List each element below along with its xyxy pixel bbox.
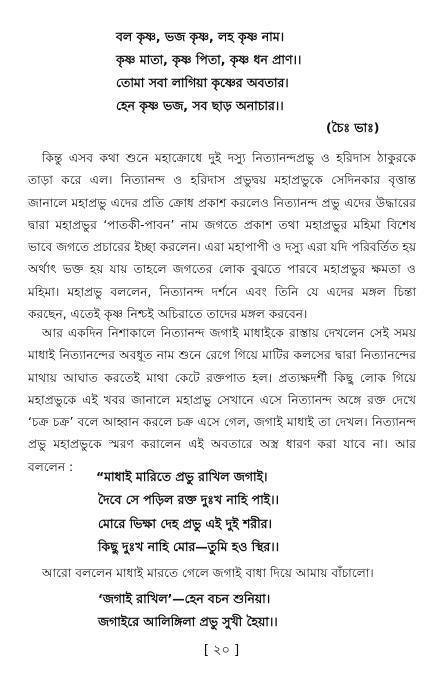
paragraph-text: আরো বললেন মাধাই মারতে গেলে জগাই বাধা দিয়ে আমায় বাঁচালো। — [42, 566, 374, 580]
verse-line: হেন কৃষ্ণ ভজ, সব ছাড় অনাচার।। — [116, 98, 284, 113]
body-paragraph — [28, 147, 416, 325]
paragraph-text: আর একদিন নিশাকালে নিত্যানন্দ জগাই মাধাইকে রাস্তায় দেখলেন সেই সময় মাধাই নিত্যানন্দের অবধূত নাম শুনে রেগে গিয়ে মাটির কলসের দ্বারা নিত্যানন্দের মাথায় আঘাত করতেই মাথা কেটে রক্তপাত হল। প্রত্যক্ষদর্শী কিছু লোক গিয়ে মহাপ্রভুকে এই খবর জানালে মহাপ্রভু সেখানে এসে নিত্যানন্দ অঙ্গে রক্ত দেখে ‘চক্র চক্র’ বলে আহ্বান করলে চক্র এসে গেল, জগাই মাধাই তা দেখল। নিত্যানন্দ প্রভু মহাপ্রভুকে স্মরণ করালেন এই অবতারে অস্ত্র ধারণ করা যাবে না। আর বললেন : — [28, 326, 416, 474]
verse-line: কৃষ্ণ মাতা, কৃষ্ণ পিতা, কৃষ্ণ ধন প্রাণ।। — [116, 52, 302, 67]
verse-line: ‘জগাই রাখিল’—হেন বচন শুনিয়া। — [98, 591, 271, 606]
verse-line: মোরে ভিক্ষা দেহ প্রভু এই দুই শরীর। — [98, 516, 272, 531]
body-paragraph — [28, 322, 416, 478]
verse-attribution: (চৈঃ ভাঃ) — [326, 120, 380, 135]
body-paragraph — [28, 562, 416, 584]
verse-line: দৈবে সে পড়িল রক্ত দুঃখ নাহি পাই।। — [98, 492, 279, 507]
verse-line: “মাধাই মারিতে প্রভু রাখিল জগাই। — [96, 469, 268, 484]
verse-line: কিছু দুঃখ নাহি মোর—তুমি হও স্থির।। — [98, 539, 280, 554]
verse-line: তোমা সবা লাগিয়া কৃষ্ণের অবতার। — [116, 75, 289, 90]
verse-line: বল কৃষ্ণ, ভজ কৃষ্ণ, লহ কৃষ্ণ নাম। — [116, 29, 285, 44]
page-number: [ ২০ ] — [203, 643, 240, 658]
paragraph-text: কিন্তু এসব কথা শুনে মহাক্রোধে দুই দস্যু নিত্যানন্দপ্রভু ও হরিদাস ঠাকুরকে তাড়া করে এল। নিত্যানন্দ ও হরিদাস প্রভুদ্বয় মহাপ্রভুকে সেদিনকার বৃত্তান্ত জানালে মহাপ্রভু এদের প্রতি ক্রোধ প্রকাশ করলেও নিত্যানন্দ প্রভু এদের উদ্ধারের দ্বারা মহাপ্রভুর ‘পাতকী-পাবন’ নাম জগতে প্রকাশ তথা মহাপ্রভুর মহিমা বিশেষ ভাবে জগতে প্রচারের ইচ্ছা করলেন। এরা মহাপাপী ও দস্যু এরা যদি পরিবর্তিত হয় অর্থাৎ ভক্ত হয় যায় তাহলে জগতের লোক বুঝতে পারবে মহাপ্রভুর ক্ষমতা ও মহিমা। মহাপ্রভু বললেন, নিত্যানন্দ দর্শনে এবং তিনি যে এদের মঙ্গল চিন্তা করছেন, এতেই কৃষ্ণ নিশ্চই অচিরাতে তাদের মঙ্গল করবেন। — [28, 151, 416, 322]
verse-line: জগাইরে আলিঙ্গিলা প্রভু সুখী হৈয়া।। — [98, 614, 278, 629]
